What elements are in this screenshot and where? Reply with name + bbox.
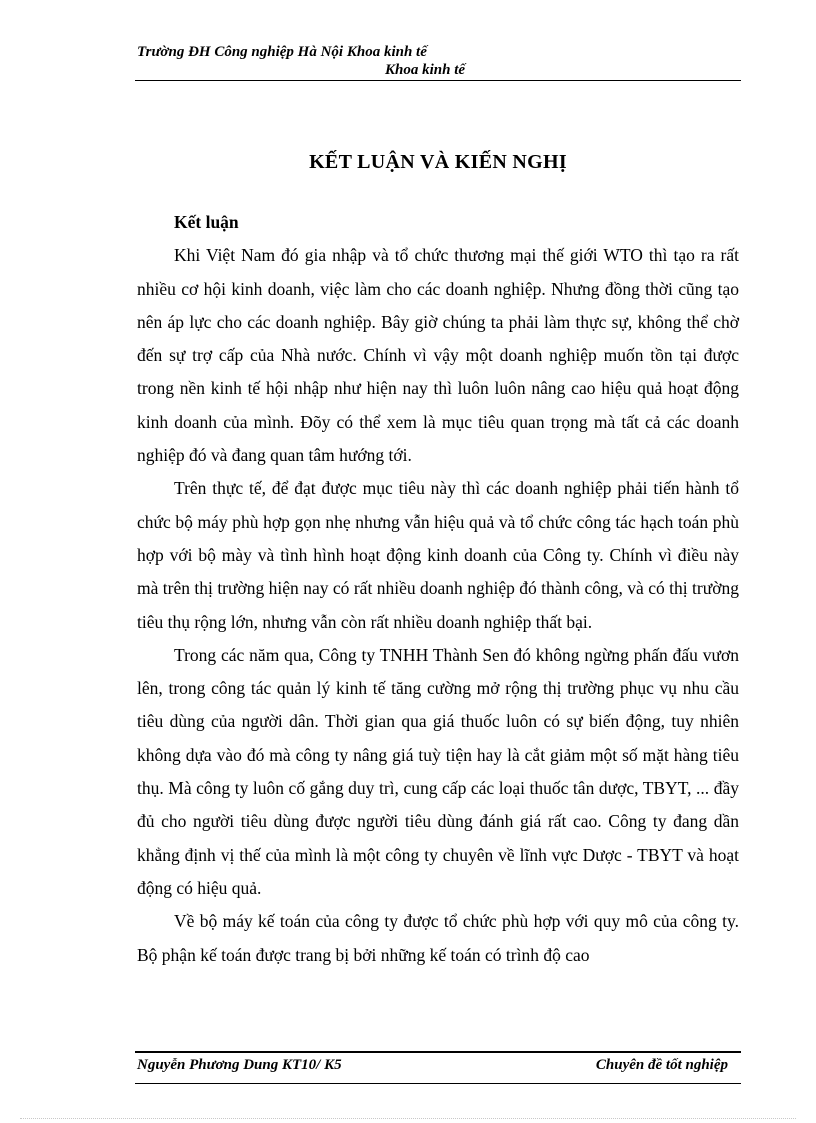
footer-document-type: Chuyên đề tốt nghiệp <box>595 1057 728 1073</box>
header-rule <box>135 80 741 81</box>
footer-author: Nguyễn Phương Dung KT10/ K5 <box>137 1057 342 1073</box>
header-school-name: Trường ĐH Công nghiệp Hà Nội Khoa kinh tế <box>137 44 427 60</box>
document-body <box>137 206 739 972</box>
paragraph: Khi Việt Nam đó gia nhập và tổ chức thương mại thế giới WTO thì tạo ra rất nhiều cơ hội kinh doanh, việc làm cho các doanh nghiệp. Nhưng đồng thời cũng tạo nên áp lực cho các doanh nghiệp. Bây giờ chúng ta phải làm thực sự, không thể chờ đến sự trợ cấp của Nhà nước. Chính vì vậy một doanh nghiệp muốn tồn tại được trong nền kinh tế hội nhập như hiện nay thì luôn luôn nâng cao hiệu quả hoạt động kinh doanh của mình. Đõy có thể xem là mục tiêu quan trọng mà tất cả các doanh nghiệp đó và đang quan tâm hướng tới. <box>137 245 739 466</box>
paragraph: Về bộ máy kế toán của công ty được tổ chức phù hợp với quy mô của công ty. Bộ phận kế toán được trang bị bởi những kế toán có trình độ cao <box>137 911 739 965</box>
paragraph: Trong các năm qua, Công ty TNHH Thành Sen đó không ngừng phấn đấu vươn lên, trong công tác quản lý kinh tế tăng cường mở rộng thị trường phục vụ nhu cầu tiêu dùng của người dân. Thời gian qua giá thuốc luôn có sự biến động, tuy nhiên không dựa vào đó mà công ty nâng giá tuỳ tiện hay là cắt giảm một số mặt hàng tiêu thụ. Mà công ty luôn cố gắng duy trì, cung cấp các loại thuốc tân dược, TBYT, ... đầy đủ cho người tiêu dùng được người tiêu dùng đánh giá rất cao. Công ty đang dần khẳng định vị thế của mình là một công ty chuyên về lĩnh vực Dược - TBYT và hoạt động có hiệu quả. <box>137 644 739 898</box>
section-heading: Kết luận <box>174 212 239 232</box>
paragraph: Trên thực tế, để đạt được mục tiêu này thì các doanh nghiệp phải tiến hành tổ chức bộ máy phù hợp gọn nhẹ nhưng vẫn hiệu quả và tổ chức công tác hạch toán phù hợp với bộ mày và tình hình hoạt động kinh doanh của Công ty. Chính vì điều này mà trên thị trường hiện nay có rất nhiều doanh nghiệp đó thành công, và có thị trường tiêu thụ rộng lớn, nhưng vẫn còn rất nhiều doanh nghiệp thất bại. <box>137 478 739 632</box>
footer-rule <box>135 1051 741 1053</box>
header-faculty-name: Khoa kinh tế <box>385 62 466 78</box>
page-edge-divider <box>20 1118 796 1119</box>
page-title: KẾT LUẬN VÀ KIẾN NGHỊ <box>309 151 567 173</box>
footer-bottom-rule <box>135 1083 741 1084</box>
